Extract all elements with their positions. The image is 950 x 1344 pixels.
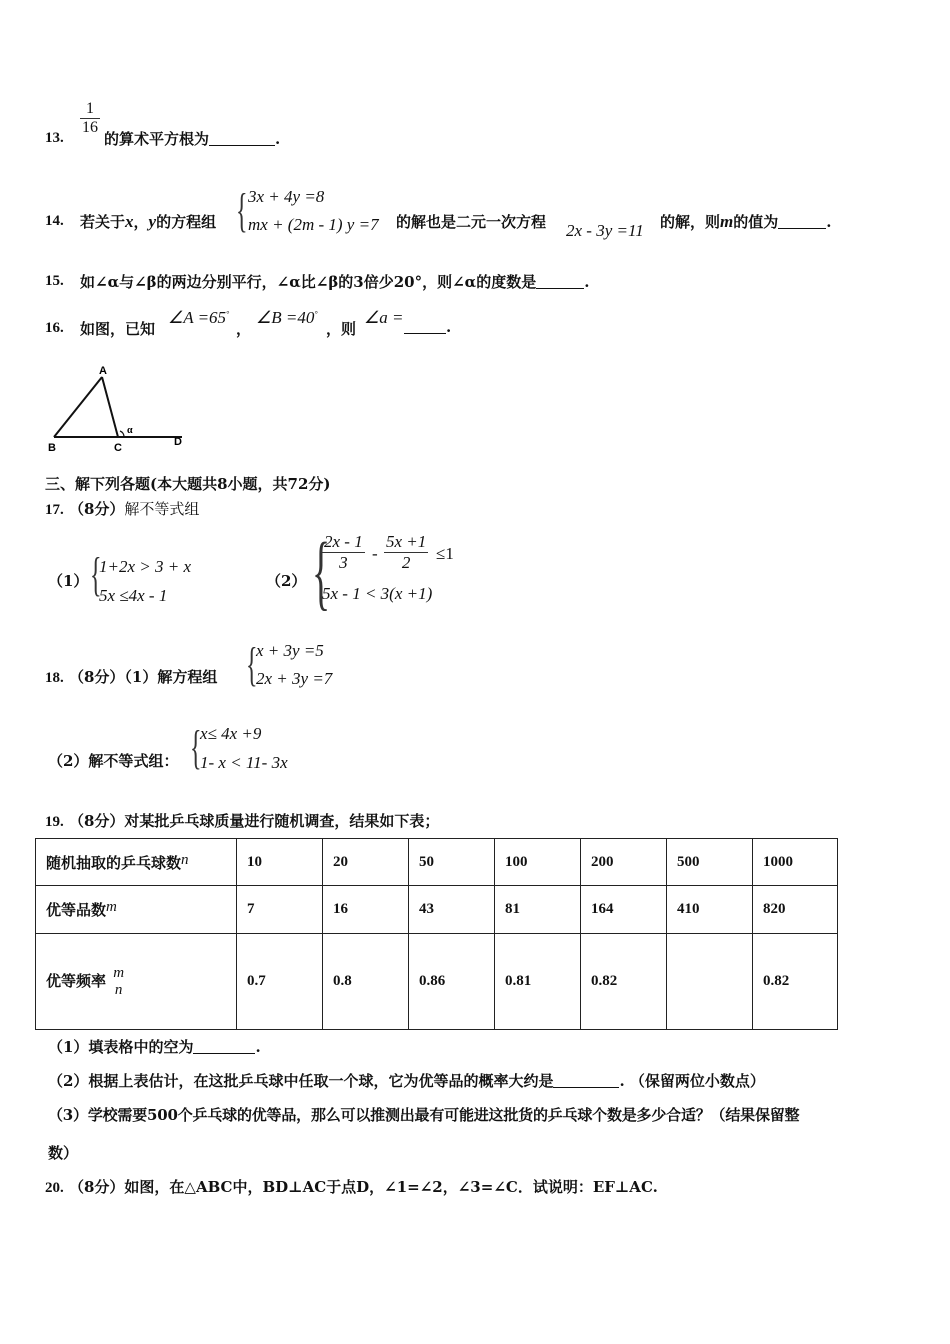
q15-end: .	[584, 273, 590, 291]
f-cell-4: 0.81	[495, 934, 581, 1030]
table-row-n	[36, 839, 838, 886]
row-var-frequency	[111, 965, 126, 999]
q19-table	[35, 838, 838, 1030]
f-cell-7: 0.82	[753, 934, 838, 1030]
n-cell-6: 500	[667, 839, 753, 886]
q15-text	[80, 271, 589, 292]
q16-degree-mark-b: °	[314, 309, 318, 319]
f-cell-3: 0.86	[409, 934, 495, 1030]
q17-text: 解不等式组	[124, 500, 200, 518]
q20-points: （8分）	[68, 1178, 125, 1196]
q16-answer-blank[interactable]	[404, 319, 446, 334]
q14-eq3: 2x - 3y =11	[566, 221, 644, 240]
q14-text-d	[660, 211, 832, 232]
q16-end: .	[446, 318, 452, 336]
row-label-m	[36, 886, 237, 934]
q18-p2-brace: {	[190, 721, 202, 774]
m-cell-3: 43	[409, 886, 495, 934]
label-a: A	[99, 365, 107, 377]
row-var-m: m	[106, 899, 117, 915]
q16-angle-alpha: ∠a =	[364, 308, 404, 327]
q19-points: （8分）	[68, 812, 125, 830]
q15-question: 如∠α与∠β的两边分别平行，∠α比∠β的3倍少20°，则∠α的度数是	[80, 273, 537, 291]
q19-sub1-blank[interactable]	[193, 1039, 255, 1054]
q18-p1-brace: {	[246, 638, 258, 691]
q16-sep: ，	[236, 320, 252, 338]
q14-eq1: 3x + 4y =8	[248, 187, 325, 206]
label-d: D	[174, 436, 182, 448]
q16-angle-b-value: ∠B =40	[256, 308, 315, 327]
f-cell-1: 0.7	[237, 934, 323, 1030]
q19-sub3-line2: 数）	[48, 1144, 79, 1162]
q13-fraction	[80, 100, 100, 137]
q20-text	[45, 1176, 658, 1197]
q17-p1-label: （1）	[48, 572, 89, 590]
q17-p2-label: （2）	[266, 572, 307, 590]
q16-triangle-figure	[40, 362, 200, 457]
q14-end: .	[826, 213, 832, 231]
q17-points: （8分）	[68, 500, 125, 518]
q17-p2-f1-den: 3	[339, 553, 348, 572]
row-label-m-text: 优等品数	[46, 901, 107, 919]
n-cell-2: 20	[323, 839, 409, 886]
q14-number: 14.	[45, 213, 64, 229]
q18-points: （8分）	[68, 668, 125, 686]
m-cell-4: 81	[495, 886, 581, 934]
row-label-n	[36, 839, 237, 886]
m-cell-7: 820	[753, 886, 838, 934]
q14-text-a	[80, 211, 216, 232]
q18-p1-eq1: x + 3y =5	[256, 641, 324, 660]
q15-answer-blank[interactable]	[536, 274, 584, 289]
n-cell-1: 10	[237, 839, 323, 886]
q13-frac-numerator: 1	[80, 100, 100, 119]
q19-number: 19.	[45, 814, 64, 830]
row-var-n: n	[181, 851, 189, 868]
q17-p2-fraction1	[322, 532, 365, 573]
q14-comma: ，	[133, 213, 149, 231]
q17-p2-eq2: 5x - 1 < 3(x +1)	[322, 584, 433, 603]
q18-p2-label: （2）解不等式组：	[48, 752, 179, 770]
q18-p1-eq2: 2x + 3y =7	[256, 669, 333, 688]
q13-question: 的算术平方根为	[104, 130, 210, 148]
line-ab	[54, 377, 102, 437]
q13-text	[104, 128, 280, 149]
q19-header	[45, 810, 439, 831]
q16-degree-mark: °	[226, 309, 230, 319]
m-cell-1: 7	[237, 886, 323, 934]
q17-p2-fraction2	[384, 532, 428, 573]
q17-header	[45, 498, 199, 519]
label-c: C	[114, 442, 122, 454]
q18-p2-eq1: x≤ 4x +9	[200, 724, 262, 743]
q14-text-b: 的方程组	[156, 213, 217, 231]
m-cell-5: 164	[581, 886, 667, 934]
q19-sub2-end: . （保留两位小数点）	[619, 1072, 765, 1090]
q16-angle-a	[168, 308, 229, 328]
q20-question: 如图，在△ABC中，BD⊥AC于点D，∠1=∠2，∠3=∠C．试说明：EF⊥AC.	[124, 1178, 658, 1196]
q16-text-a: 如图，已知	[80, 320, 156, 338]
n-cell-7: 1000	[753, 839, 838, 886]
row-label-n-text: 随机抽取的乒乓球数	[46, 853, 182, 872]
q16-angle-b	[256, 308, 318, 328]
q14-text-c: 的解也是二元一次方程	[396, 213, 547, 231]
q17-p1-eq1: 1+2x > 3 + x	[99, 557, 192, 576]
q14-var-y: y	[148, 212, 157, 231]
q19-sub2-blank[interactable]	[553, 1073, 619, 1088]
q17-p1-brace: {	[90, 548, 102, 601]
q16-number: 16.	[45, 320, 64, 336]
q16-answer	[404, 318, 451, 336]
q13-answer-blank[interactable]	[209, 131, 275, 146]
q14-brace: {	[236, 184, 248, 237]
m-cell-6: 410	[667, 886, 753, 934]
row-label-frequency	[36, 934, 237, 1030]
freq-frac-den: n	[114, 981, 123, 998]
q19-sub1-text: （1）填表格中的空为	[48, 1038, 194, 1056]
q14-text-e: 的值为	[733, 213, 779, 231]
q14-answer-blank[interactable]	[778, 214, 826, 229]
table-row-m	[36, 886, 838, 934]
m-cell-2: 16	[323, 886, 409, 934]
q19-sub1	[48, 1036, 261, 1057]
q14-var-m: m	[720, 212, 734, 231]
q16-text-b: ，则	[326, 320, 357, 338]
f-cell-5: 0.82	[581, 934, 667, 1030]
q18-header	[45, 666, 217, 687]
q17-number: 17.	[45, 502, 64, 518]
q17-p2-minus: -	[372, 544, 378, 563]
q17-p2-f1-num: 2x - 1	[324, 532, 363, 551]
section3-title: 三、解下列各题(本大题共8小题，共72分)	[45, 475, 331, 493]
q14-var-x: x	[125, 212, 134, 231]
n-cell-4: 100	[495, 839, 581, 886]
n-cell-5: 200	[581, 839, 667, 886]
q19-sub1-end: .	[255, 1038, 261, 1056]
q16-angle-a-value: ∠A =65	[168, 308, 227, 327]
q20-number: 20.	[45, 1180, 64, 1196]
q17-p2-brace: {	[312, 526, 331, 619]
label-alpha: α	[127, 425, 133, 436]
q17-p2-leq: ≤1	[436, 544, 454, 563]
q13-frac-denominator: 16	[82, 119, 98, 136]
q17-p2-f2-num: 5x +1	[386, 532, 427, 551]
table-row-frequency	[36, 934, 838, 1030]
q13-number: 13.	[45, 130, 64, 146]
q19-sub2	[48, 1070, 765, 1091]
q18-number: 18.	[45, 670, 64, 686]
q14-text-a-label: 若关于	[80, 213, 126, 231]
q19-sub2-text: （2）根据上表估计，在这批乒乓球中任取一个球，它为优等品的概率大约是	[48, 1072, 554, 1090]
f-cell-6-blank[interactable]	[667, 934, 753, 1030]
q19-sub3-line1: （3）学校需要500个乒乓球的优等品，那么可以推测出最有可能进这批货的乒乓球个数是多少合适？（结果保留整	[48, 1106, 800, 1124]
q14-text-d-label: 的解，则	[660, 213, 721, 231]
f-cell-2: 0.8	[323, 934, 409, 1030]
label-b: B	[48, 442, 56, 454]
q15-number: 15.	[45, 273, 64, 289]
row-label-frequency-text: 优等频率	[46, 971, 107, 990]
q14-eq2: mx + (2m - 1) y =7	[248, 215, 379, 234]
q17-p2-f2-den: 2	[401, 553, 411, 572]
q19-text: 对某批乒乓球质量进行随机调查，结果如下表；	[124, 812, 440, 830]
n-cell-3: 50	[409, 839, 495, 886]
q18-p1-label: （1）解方程组	[124, 668, 218, 686]
freq-frac-num: m	[113, 964, 125, 981]
q18-p2-eq2: 1- x < 11- 3x	[200, 753, 288, 772]
q13-end: .	[275, 130, 281, 148]
line-ac	[102, 377, 118, 437]
q17-p1-eq2: 5x ≤4x - 1	[99, 586, 168, 605]
